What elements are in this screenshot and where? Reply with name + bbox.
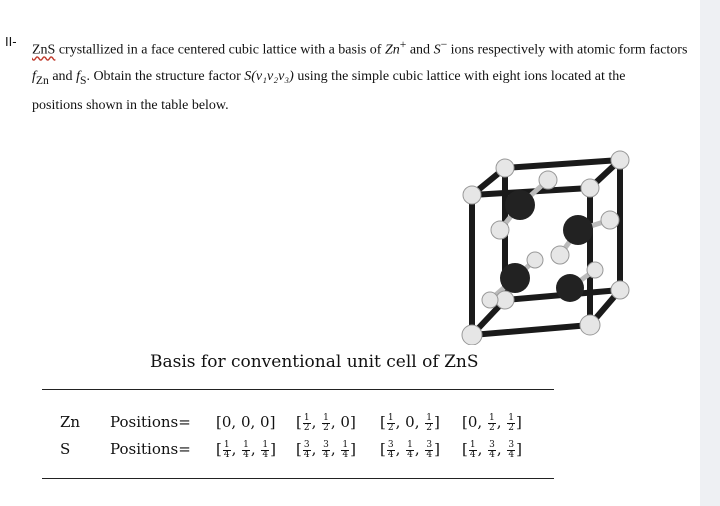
position-2: [ $\frac{3}{4}$ , $\frac{1}{4}$ , $\frac{3}{4}$ ] <box>380 439 441 460</box>
table-bottom-rule <box>42 478 554 479</box>
and-word: and <box>409 42 431 58</box>
ion1-charge: + <box>399 38 407 51</box>
fraction: $\frac{3}{4}$ <box>387 439 394 460</box>
table-top-rule <box>42 389 554 390</box>
coordinate-value: 0 <box>405 413 415 431</box>
coordinate-value: 0 <box>260 413 270 431</box>
question-line-1 <box>32 32 692 64</box>
question-line-3: positions shown in the table below. <box>32 98 229 114</box>
fraction: $\frac{1}{4}$ <box>407 439 413 460</box>
fraction: $\frac{1}{2}$ <box>426 412 432 433</box>
fraction: $\frac{1}{2}$ <box>303 412 310 433</box>
ion2-symbol: S <box>433 42 441 58</box>
coordinate-value: 0 <box>340 413 350 431</box>
ion1-symbol: Zn <box>384 42 400 58</box>
fraction: $\frac{3}{4}$ <box>508 439 515 460</box>
fraction: $\frac{1}{4}$ <box>243 439 249 460</box>
form-factor-zn-sub: Zn <box>35 73 49 87</box>
fraction: $\frac{1}{2}$ <box>323 412 329 433</box>
species-label: Zn <box>60 413 81 431</box>
species-label: S <box>60 440 71 458</box>
position-0: [0, 0, 0] <box>216 413 276 431</box>
fraction: $\frac{1}{2}$ <box>508 412 514 433</box>
positions-label: Positions= <box>110 413 191 431</box>
window-side-strip <box>700 0 720 506</box>
form-factor-s-sub: S <box>79 73 87 87</box>
form-factor-zn: f <box>32 68 36 84</box>
fraction: $\frac{3}{4}$ <box>489 439 495 460</box>
line2-middle: . Obtain the structure factor <box>86 68 241 84</box>
fraction: $\frac{1}{4}$ <box>262 439 269 460</box>
fraction: $\frac{1}{4}$ <box>223 439 230 460</box>
coordinate-value: 0 <box>221 413 232 431</box>
fraction: $\frac{3}{4}$ <box>426 439 433 460</box>
position-0: [ $\frac{1}{4}$ , $\frac{1}{4}$ , $\frac{1}{4}$ ] <box>216 439 277 460</box>
line2-suffix: using the simple cubic lattice with eight ions located at the <box>297 68 626 84</box>
table-caption: Basis for conventional unit cell of ZnS <box>150 352 479 372</box>
positions-label: Positions= <box>110 440 191 458</box>
line1-suffix: ions respectively with atomic form factors <box>450 42 688 58</box>
compound-name: ZnS <box>32 42 56 58</box>
fraction: $\frac{3}{4}$ <box>303 439 310 460</box>
position-2: [ $\frac{1}{2}$ , 0, $\frac{1}{2}$ ] <box>380 412 440 433</box>
coordinate-value: 0 <box>240 413 251 431</box>
position-1: [ $\frac{1}{2}$ , $\frac{1}{2}$ , 0] <box>296 412 356 433</box>
zns-unit-cell-image <box>460 150 630 345</box>
and-word-2: and <box>52 68 73 84</box>
s-atoms <box>500 190 593 302</box>
position-3: [0, $\frac{1}{2}$ , $\frac{1}{2}$ ] <box>462 412 522 433</box>
fraction: $\frac{1}{2}$ <box>488 412 495 433</box>
fraction: $\frac{1}{2}$ <box>387 412 394 433</box>
question-text <box>32 32 692 119</box>
line1-prefix: crystallized in a face centered cubic lattice with a basis of <box>58 42 382 58</box>
ion2-charge: − <box>440 38 448 51</box>
position-1: [ $\frac{3}{4}$ , $\frac{3}{4}$ , $\frac{1}{4}$ ] <box>296 439 357 460</box>
coordinate-value: 0 <box>467 413 478 431</box>
question-line-2 <box>32 64 692 94</box>
position-3: [ $\frac{1}{4}$ , $\frac{3}{4}$ , $\frac{3}{4}$ ] <box>462 439 523 460</box>
fraction: $\frac{1}{4}$ <box>342 439 349 460</box>
structure-factor-symbol: S(v₁v₂v₃) <box>244 68 294 84</box>
fraction: $\frac{1}{4}$ <box>469 439 476 460</box>
question-number: II- <box>5 34 17 49</box>
form-factor-s: f <box>76 68 80 84</box>
fraction: $\frac{3}{4}$ <box>323 439 329 460</box>
